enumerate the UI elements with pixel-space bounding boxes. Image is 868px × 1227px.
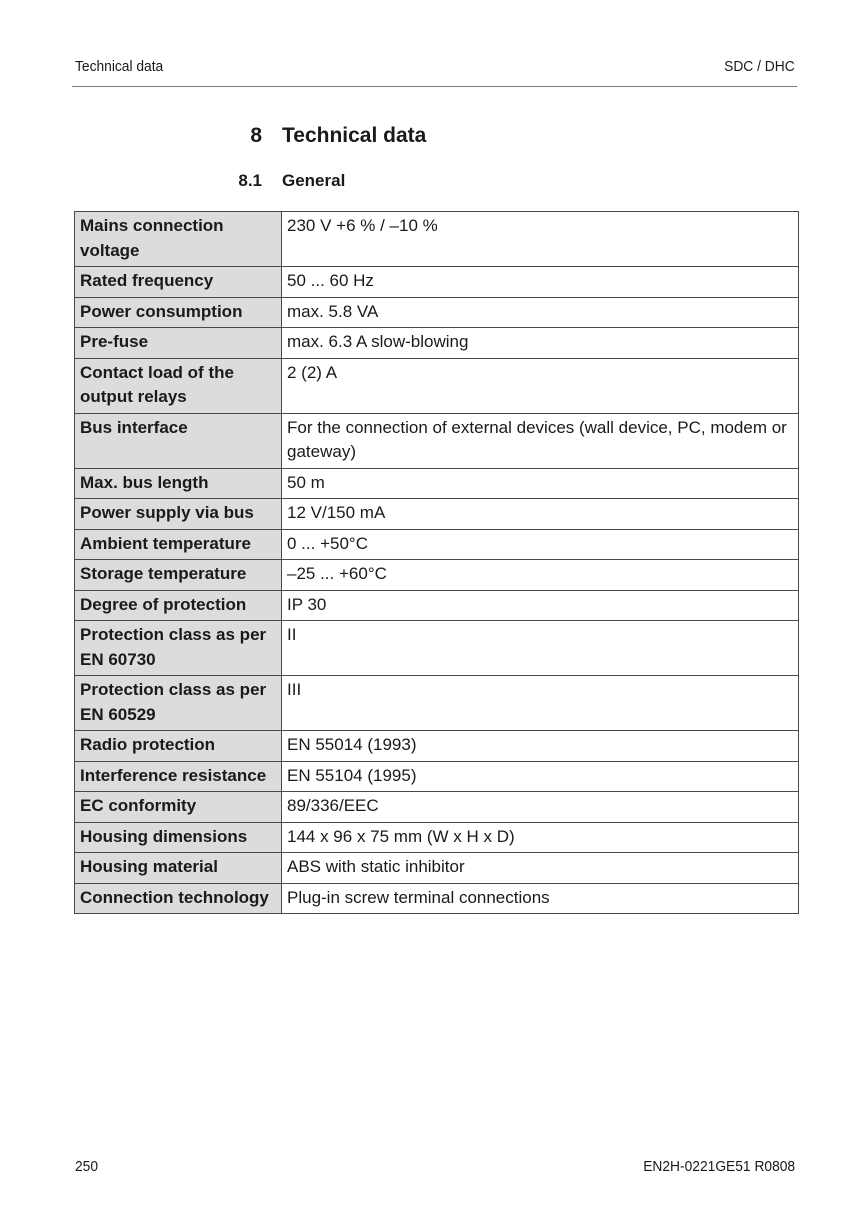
spec-value: II [282,621,799,676]
table-row [75,499,799,530]
spec-value: 12 V/150 mA [282,499,799,530]
spec-value: IP 30 [282,590,799,621]
document-id: EN2H-0221GE51 R0808 [643,1158,795,1175]
running-header-product: SDC / DHC [724,58,795,75]
spec-value: III [282,676,799,731]
spec-label: Housing material [75,853,282,884]
spec-label: Storage temperature [75,560,282,591]
chapter-title: Technical data [282,124,427,147]
spec-value: ABS with static inhibitor [282,853,799,884]
spec-label: Degree of protection [75,590,282,621]
spec-label: Protection class as per EN 60730 [75,621,282,676]
spec-value: 50 m [282,468,799,499]
spec-label: Housing dimensions [75,822,282,853]
chapter-number: 8 [250,124,262,147]
section-number: 8.1 [238,171,262,190]
spec-label: Rated frequency [75,267,282,298]
spec-value: max. 5.8 VA [282,297,799,328]
spec-label: EC conformity [75,792,282,823]
table-row [75,590,799,621]
table-row [75,621,799,676]
spec-label: Max. bus length [75,468,282,499]
table-row [75,267,799,298]
spec-label: Interference resistance [75,761,282,792]
page-number: 250 [75,1158,99,1175]
section-title: General [282,171,346,190]
spec-label: Radio protection [75,731,282,762]
spec-value: –25 ... +60°C [282,560,799,591]
spec-value: 144 x 96 x 75 mm (W x H x D) [282,822,799,853]
spec-value: Plug-in screw terminal connections [282,883,799,914]
spec-value: 89/336/EEC [282,792,799,823]
header-divider [72,86,797,87]
spec-value: For the connection of external devices (wall device, PC, modem or gateway) [282,413,799,468]
table-row [75,212,799,267]
spec-value: EN 55104 (1995) [282,761,799,792]
technical-data-table [74,211,799,914]
spec-value: max. 6.3 A slow-blowing [282,328,799,359]
spec-label: Power consumption [75,297,282,328]
table-row [75,358,799,413]
table-row [75,761,799,792]
spec-label: Power supply via bus [75,499,282,530]
table-row [75,413,799,468]
spec-label: Mains connection voltage [75,212,282,267]
table-row [75,560,799,591]
spec-label: Pre-fuse [75,328,282,359]
table-row [75,792,799,823]
table-row [75,297,799,328]
spec-label: Connection technology [75,883,282,914]
table-row [75,822,799,853]
table-row [75,529,799,560]
running-header-title: Technical data [75,58,164,75]
spec-value: 0 ... +50°C [282,529,799,560]
spec-label: Contact load of the output relays [75,358,282,413]
table-row [75,853,799,884]
table-row [75,328,799,359]
spec-label: Ambient temperature [75,529,282,560]
spec-label: Bus interface [75,413,282,468]
table-row [75,731,799,762]
spec-value: EN 55014 (1993) [282,731,799,762]
table-row [75,676,799,731]
table-row [75,468,799,499]
table-row [75,883,799,914]
spec-value: 50 ... 60 Hz [282,267,799,298]
spec-label: Protection class as per EN 60529 [75,676,282,731]
spec-value: 230 V +6 % / –10 % [282,212,799,267]
spec-value: 2 (2) A [282,358,799,413]
